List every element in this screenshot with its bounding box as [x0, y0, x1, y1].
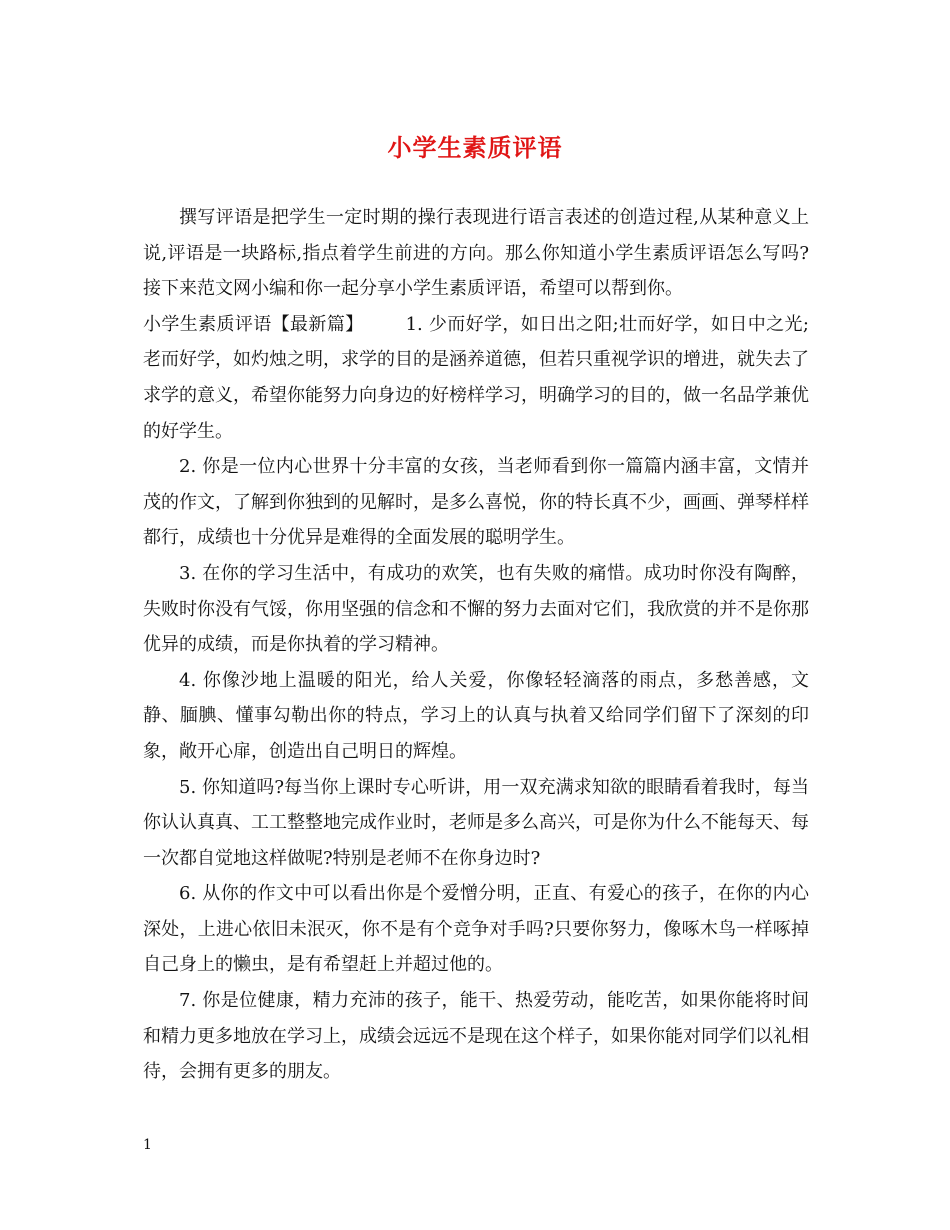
document-title: 小学生素质评语 [387, 133, 563, 162]
document-body [143, 200, 809, 1090]
comment-item-1: 1. 少而好学，如日出之阳;壮而好学，如日中之光;老而好学，如灼烛之明，求学的目的是涵养道德，但若只重视学识的增进，就失去了求学的意义，希望你能努力向身边的好榜样学习，明确学习的目的，做一名品学兼优的好学生。 [143, 313, 809, 442]
page-number: 1 [143, 1137, 152, 1153]
comment-item-5: 5. 你知道吗?每当你上课时专心听讲，用一双充满求知欲的眼睛看着我时，每当你认认真真、工工整整地完成作业时，老师是多么高兴，可是你为什么不能每天、每一次都自觉地这样做呢?特别是老师不在你身边时? [143, 776, 809, 869]
comment-item-4: 4. 你像沙地上温暖的阳光，给人关爱，你像轻轻滴落的雨点，多愁善感，文静、腼腆、懂事勾勒出你的特点，学习上的认真与执着又给同学们留下了深刻的印象，敞开心扉，创造出自己明日的辉煌。 [143, 669, 809, 762]
comment-item-3: 3. 在你的学习生活中，有成功的欢笑，也有失败的痛惜。成功时你没有陶醉，失败时你没有气馁，你用坚强的信念和不懈的努力去面对它们，我欣赏的并不是你那优异的成绩，而是你执着的学习精神。 [143, 562, 809, 656]
first-item-paragraph [143, 307, 809, 449]
comment-item-2: 2. 你是一位内心世界十分丰富的女孩，当老师看到你一篇篇内涵丰富，文情并茂的作文，了解到你独到的见解时，是多么喜悦，你的特长真不少，画画、弹琴样样都行，成绩也十分优异是难得的全面发展的聪明学生。 [143, 456, 809, 549]
intro-paragraph: 撰写评语是把学生一定时期的操行表现进行语言表述的创造过程,从某种意义上说,评语是一块路标,指点着学生前进的方向。那么你知道小学生素质评语怎么写吗?接下来范文网小编和你一起分享小学生素质评语，希望可以帮到你。 [143, 207, 809, 300]
comment-item-7: 7. 你是位健康，精力充沛的孩子，能干、热爱劳动，能吃苦，如果你能将时间和精力更多地放在学习上，成绩会远远不是现在这个样子，如果你能对同学们以礼相待，会拥有更多的朋友。 [143, 990, 809, 1083]
section-heading: 小学生素质评语【最新篇】 [143, 313, 364, 335]
comment-item-6: 6. 从你的作文中可以看出你是个爱憎分明，正直、有爱心的孩子，在你的内心深处，上进心依旧未泯灭，你不是有个竞争对手吗?只要你努力，像啄木鸟一样啄掉自己身上的懒虫，是有希望赶上并超过他的。 [143, 883, 809, 976]
